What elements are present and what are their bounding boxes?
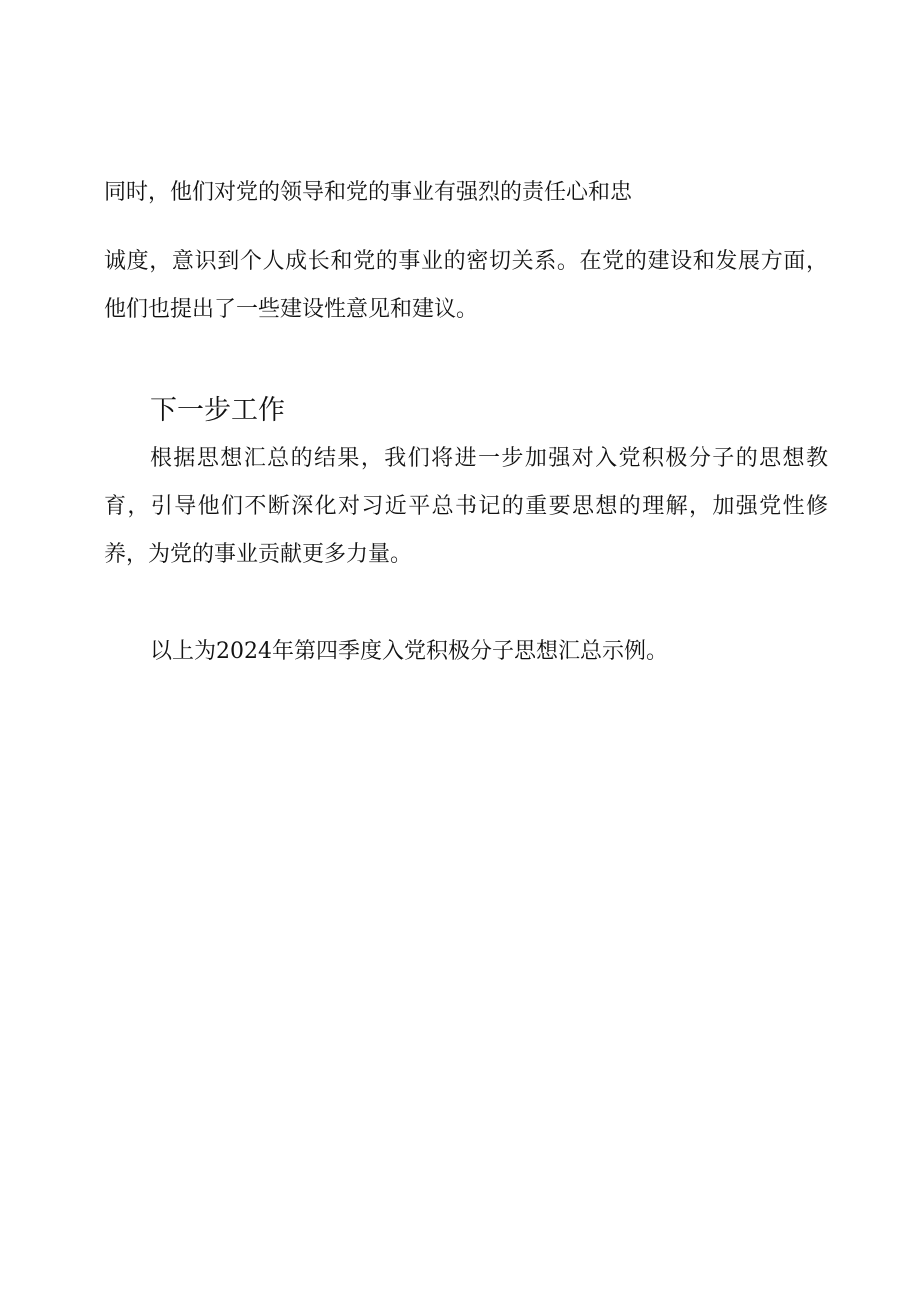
paragraph-3-line-2: 育，引导他们不断深化对习近平总书记的重要思想的理解，加强党性修 (104, 494, 828, 519)
paragraph-2-line-2: 他们也提出了一些建设性意见和建议。 (104, 297, 479, 322)
closing-line: 以上为2024年第四季度入党积极分子思想汇总示例。 (150, 639, 668, 664)
section-heading: 下一步工作 (150, 395, 285, 426)
paragraph-2-line-1: 诚度，意识到个人成长和党的事业的密切关系。在党的建设和发展方面， (104, 249, 828, 274)
paragraph-3-line-1: 根据思想汇总的结果，我们将进一步加强对入党积极分子的思想教 (150, 446, 828, 471)
paragraph-3-line-3: 养，为党的事业贡献更多力量。 (104, 542, 413, 567)
paragraph-1-line-1: 同时，他们对党的领导和党的事业有强烈的责任心和忠 (104, 180, 633, 205)
